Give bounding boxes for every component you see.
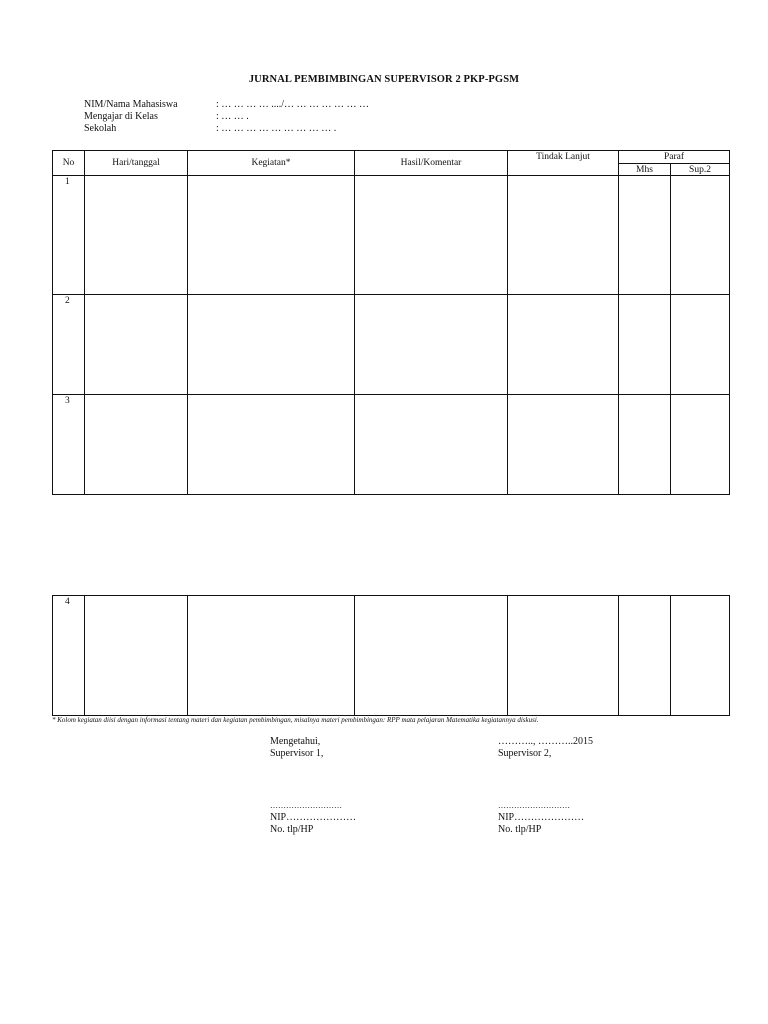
header-paraf: Paraf [619,151,730,164]
info-value: : … … . [216,111,249,122]
sig-left-phone: No. tlp/HP [270,824,314,835]
info-row-nim [84,99,369,111]
cell-hari[interactable] [85,295,188,395]
cell-hasil[interactable] [355,176,508,295]
info-value: : … … … … … … … … … . [216,123,337,134]
student-info [84,99,369,135]
table-row [53,295,730,395]
row-number: 2 [53,295,85,395]
cell-kegiatan[interactable] [188,295,355,395]
row-number: 3 [53,395,85,495]
cell-mhs[interactable] [619,596,671,716]
table-row [53,395,730,495]
info-label: Mengajar di Kelas [84,111,158,122]
header-hari: Hari/tanggal [85,151,188,176]
cell-sup[interactable] [671,295,730,395]
sig-left-nip: NIP………………… [270,812,357,823]
cell-kegiatan[interactable] [188,395,355,495]
cell-tindak[interactable] [508,176,619,295]
cell-tindak[interactable] [508,295,619,395]
cell-hari[interactable] [85,176,188,295]
header-sup: Sup.2 [671,164,730,176]
journal-table-continued [52,595,730,716]
row-number: 4 [53,596,85,716]
signature-right-block [498,800,584,836]
page-title: JURNAL PEMBIMBINGAN SUPERVISOR 2 PKP-PGSM [248,74,520,85]
cell-mhs[interactable] [619,395,671,495]
sig-right-nip: NIP………………… [498,812,585,823]
cell-mhs[interactable] [619,176,671,295]
cell-mhs[interactable] [619,295,671,395]
info-row-kelas [84,111,369,123]
cell-sup[interactable] [671,395,730,495]
cell-tindak[interactable] [508,596,619,716]
cell-kegiatan[interactable] [188,176,355,295]
cell-tindak[interactable] [508,395,619,495]
info-row-sekolah [84,123,369,135]
signature-left-block [270,800,356,836]
footnote: * Kolom kegiatan diisi dengan informasi tentang materi dan kegiatan pembimbingan, misalnya materi pembimbingan: RPP mata pelajaran Matematika kegiatannya diskusi. [52,716,539,724]
sig-right-line1: ……….., ………..2015 [498,736,593,747]
cell-sup[interactable] [671,596,730,716]
header-kegiatan: Kegiatan* [188,151,355,176]
cell-hasil[interactable] [355,596,508,716]
header-no: No [53,151,85,176]
header-tindak: Tindak Lanjut [508,151,619,176]
signature-right [498,736,593,760]
journal-table [52,150,730,495]
info-label: Sekolah [84,123,117,134]
cell-hasil[interactable] [355,395,508,495]
cell-hasil[interactable] [355,295,508,395]
row-number: 1 [53,176,85,295]
sig-right-phone: No. tlp/HP [498,824,542,835]
header-mhs: Mhs [619,164,671,176]
info-value: : … … … … ..../… … … … … … … [216,99,370,110]
sig-left-line1: Mengetahui, [270,736,321,747]
table-row [53,176,730,295]
cell-hari[interactable] [85,596,188,716]
sig-left-blank: ……………………… [270,801,342,810]
sig-right-blank: ……………………… [498,801,570,810]
cell-hari[interactable] [85,395,188,495]
sig-left-line2: Supervisor 1, [270,748,324,759]
sig-right-line2: Supervisor 2, [498,748,552,759]
cell-kegiatan[interactable] [188,596,355,716]
table-row [53,596,730,716]
signature-left [270,736,323,760]
cell-sup[interactable] [671,176,730,295]
info-label: NIM/Nama Mahasiswa [84,99,178,110]
header-hasil: Hasil/Komentar [355,151,508,176]
